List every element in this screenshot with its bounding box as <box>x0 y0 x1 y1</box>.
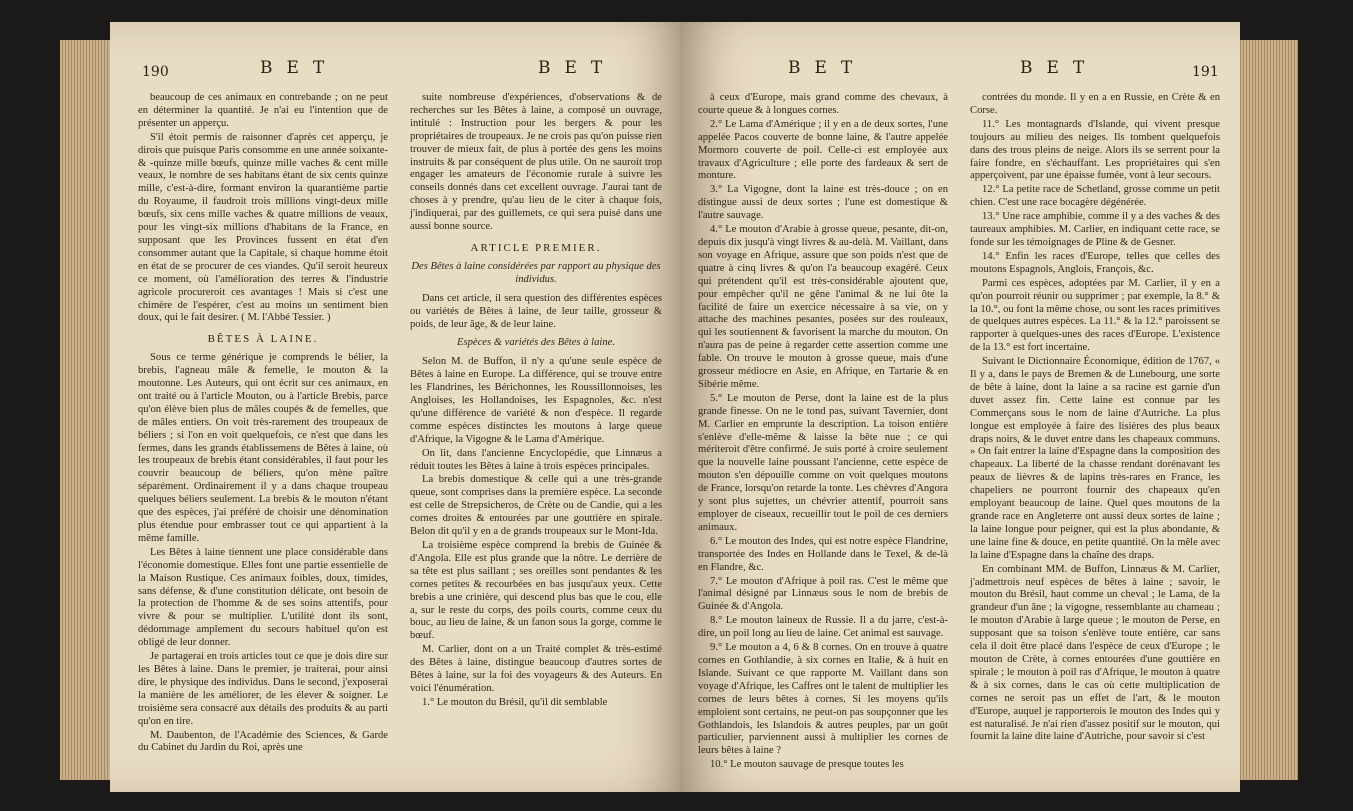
paragraph: 9.° Le mouton a 4, 6 & 8 cornes. On en trouve à quatre cornes en Gothlandie, à six cornes en Italie, & à huit en Islande. Suivant ce que rapporte M. Vaillant dans son voyage d'Afrique, les Caffres ont le talent de multiplier les cornes de leurs bêtes à cornes. Si les moyens qu'ils emploient sont certains, ne peut-on pas soupçonner que les Gothlandois, les Islandois & autres peuples, par un goût particulier, parviennent aussi à multiplier les cornes de leurs bêtes à laine ? <box>698 642 948 757</box>
paragraph: beaucoup de ces animaux en contrebande ; on ne peut en déterminer la quantité. Je n'ai eu l'intention que de présenter un apperçu. <box>138 92 388 129</box>
article-subtitle: Des Bêtes à laine considérées par rapport au physique des individus. <box>411 260 661 285</box>
running-head-right-2: BET <box>1020 58 1099 78</box>
paragraph: 14.° Enfin les races d'Europe, telles que celles des moutons Espagnols, Anglois, François, &c. <box>970 250 1220 275</box>
left-column-1 <box>138 92 388 756</box>
paragraph: 7.° Le mouton d'Afrique à poil ras. C'est le même que l'animal désigné par Linnæus sous le nom de brebis de Guinée & d'Angola. <box>698 575 948 613</box>
left-page-edges <box>60 40 112 780</box>
running-head-left-2: BET <box>538 58 617 78</box>
page-number-left: 190 <box>142 64 169 80</box>
paragraph: 13.° Une race amphibie, comme il y a des vaches & des taureaux amphibies. M. Carlier, en indiquant cette race, se fonde sur les témoignages de Pline & de Gesner. <box>970 211 1220 248</box>
right-page-edges <box>1238 40 1298 780</box>
paragraph: Je partagerai en trois articles tout ce que je dois dire sur les Bêtes à laine. Dans le premier, je traiterai, pour ainsi dire, le physique des individus. Dans le second, j'exposerai la manière de les améliorer, de les élever & soigner. Le troisième sera consacré aux détails des produits & au parti qu'on en tire. <box>138 651 388 727</box>
paragraph: La troisième espèce comprend la brebis de Guinée & d'Angola. Elle est plus grande que la nôtre. Le derrière de sa tête est plus saillant ; ses oreilles sont pendantes & les cornes petites & recourbées en bas jusqu'aux yeux. Cette brebis a une crinière, qui descend plus bas que le cou, elle a, sur le reste du corps, des poils courts, comme ceux du bouc, au lieu de laine, & un fanon sous la gorge, comme le bœuf. <box>410 540 662 642</box>
paragraph: à ceux d'Europe, mais grand comme des chevaux, à courte queue & à longues cornes. <box>698 92 948 116</box>
left-column-2 <box>410 92 662 711</box>
paragraph: contrées du monde. Il y en a en Russie, en Crète & en Corse. <box>970 92 1220 116</box>
paragraph: 5.° Le mouton de Perse, dont la laine est de la plus grande finesse. On ne le tond pas, suivant Tavernier, dont M. Carlier en emprunte la description. La toison entière s'enlève d'elle-même & laisse la bête nue ; ce qui mériteroit d'être confirmé. Je suis porté à croire seulement que la nouvelle laine poussant l'ancienne, cette espèce de mouton s'en dépouille comme on voit quelques moutons de France, lorsqu'on retarde la tonte. Les chèvres d'Angora y sont plus sujettes, un chévrier attentif, pourroit sans employer de ciseaux, recueillir tout le poil de ces derniers animaux. <box>698 392 948 533</box>
paragraph: Sous ce terme générique je comprends le bélier, la brebis, l'agneau mâle & femelle, le mouton & la moutonne. Les Auteurs, qui ont écrit sur ces animaux, en ont traité ou à l'article Mouton, ou à l'article Brebis, parce qu'on élève bien plus de mâles coupés & de femelles, que de mâles entiers. On voit très-rarement des troupeaux de béliers ; si l'on en voit quelquefois, ce n'est que dans les fermes, dans les grands établissemens de Bêtes à laine, où les troupeaux de brebis étant considérables, il faut pour les couvrir beaucoup de béliers, qu'on mène paître séparément. Ordinairement il y a dans chaque troupeau quelques béliers seulement. La brebis & le mouton n'étant que des espèces, j'ai préféré de choisir une dénomination plus étendue pour embrasser tout ce qui appartient à la même famille. <box>138 352 388 544</box>
paragraph: M. Carlier, dont on a un Traité complet & très-estimé des Bêtes à laine, distingue beaucoup d'autres sortes de Bêtes à laine, sur la foi des voyageurs & des Auteurs. En voici l'énumération. <box>410 644 662 694</box>
paragraph: Parmi ces espèces, adoptées par M. Carlier, il y en a qu'on pourroit réunir ou supprimer ; par exemple, la 8.° & la 10.°, ou font la même chose, ou sont les races primitives de quelques autres espèces. La 11.° & la 12.° paroissent se rapporter à quelques-unes des races d'Europe. L'existence de la 13.° est fort incertaine. <box>970 277 1220 354</box>
page-number-right: 191 <box>1192 64 1219 80</box>
paragraph: 4.° Le mouton d'Arabie à grosse queue, pesante, dit-on, depuis dix jusqu'à vingt livres & au-delà. M. Vaillant, dans son voyage en Afrique, assure que son poids n'est que de quatre à cinq livres & qu'on l'a beaucoup exagéré. Ceux qui prétendent qu'il est très-considérable ajoutent que, pour empêcher qu'il ne gêne l'animal & ne lui ôte la facilité de faire un exercice nécessaire à sa vie, on y attache des machines pesantes, posées sur des rouleaux, qui les soutiennent & favorisent la marche du mouton. On n'aura pas de peine à regarder cette assertion comme une fable. On trouve le mouton à grosse queue, mais d'une grosseur médiocre en Asie, en Afrique, en Tartarie & en Sibérie même. <box>698 224 948 390</box>
paragraph: S'il étoit permis de raisonner d'après cet apperçu, je dirois que puisque Paris consomme en une année soixante-& -quinze mille bœufs, quinze mille vaches & cent mille veaux, le nombre de ses habitans étant de six cents quinze mille, c'est-à-dire, formant environ la quarantième partie du Royaume, il faudroit trois millions vingt-deux mille bœufs, six cens mille vaches & quatre millions de veaux, pour les vingt-six millions d'habitans de la France, en supposant que les Provinces fussent en état d'en consommer autant que la Capitale, si chaque homme étoit en état de se procurer de ces viandes. Qu'il seroit heureux ce moment, où l'amélioration des terres & l'industrie agricole procureroit ces avantages ! Mais si c'est une chimère de l'espérer, c'est au moins un sentiment bien doux, qui le fait desirer. ( M. l'Abbé Tessier. ) <box>138 131 388 324</box>
right-page <box>680 22 1240 792</box>
right-column-2 <box>970 92 1220 745</box>
paragraph: Dans cet article, il sera question des différentes espèces ou variétés de Bêtes à laine, de leur taille, grosseur & poids, de leur âge, & de leur laine. <box>410 292 662 330</box>
subsection-heading: Espèces & variétés des Bêtes à laine. <box>457 337 615 349</box>
paragraph: 2.° Le Lama d'Amérique ; il y en a de deux sortes, l'une appelée Pacos couverte de bonne laine, & l'autre appelée Mormoro couverte de poil. Celle-ci est employée aux travaux d'Agriculture ; elle porte des fardeaux & sert de monture. <box>698 118 948 182</box>
paragraph: 12.° La petite race de Schetland, grosse comme un petit chien. C'est une race bocagère dégénérée. <box>970 184 1220 209</box>
left-page <box>110 22 686 792</box>
paragraph: 1.° Le mouton du Brésil, qu'il dit semblable <box>422 696 608 708</box>
paragraph: Selon M. de Buffon, il n'y a qu'une seule espèce de Bêtes à laine en Europe. La différence, qui se trouve entre les Flandrines, les Bérichonnes, les Roussillonnoises, les Angloises, les Hollandoises, les Espagnoles, &c. n'est qu'une différence de variété & non d'espèce. Il regarde comme espèces distinctes les moutons à large queue d'Afrique, la Vigogne & le Lama d'Amérique. <box>410 356 662 445</box>
paragraph: La brebis domestique & celle qui a une très-grande queue, sont comprises dans la première espèce. La seconde est celle de Strepsicheros, de Crète ou de Candie, qui a les cornes droites & entourées par une gouttière en spirale. Belon dit qu'il y en a de grands troupeaux sur le Mont-Ida. <box>410 474 662 538</box>
paragraph: 11.° Les montagnards d'Islande, qui vivent presque toujours au milieu des neiges. Ils tombent quelquefois dans des trous pleins de neige. Alors ils se serrent pour la faire fondre, en s'échauffant. Les propriétaires qui s'en apperçoivent, par une épaisse fumée, vont à leur secours. <box>970 118 1220 182</box>
paragraph: 10.° Le mouton sauvage de presque toutes les <box>710 759 904 771</box>
paragraph: suite nombreuse d'expériences, d'observations & de recherches sur les Bêtes à laine, a composé un ouvrage, intitulé : Instruction pour les bergers & pour les propriétaires de troupeaux. Je ne crois pas qu'on puisse rien trouver de mieux fait, de plus à portée des gens les moins instruits & par conséquent de plus utile. On ne sauroit trop engager les amateurs de l'économie rurale à suivre les conseils donnés dans cet excellent ouvrage. J'aurai tant de choses à y prendre, qu'au lieu de le citer à chaque fois, j'indiquerai, par des guillemets, ce qui sera puisé dans une aussi bonne source. <box>410 92 662 233</box>
running-head-right-1: BET <box>788 58 867 78</box>
paragraph: On lit, dans l'ancienne Encyclopédie, que Linnæus a réduit toutes les Bêtes à laine à trois espèces principales. <box>410 447 662 472</box>
paragraph: M. Daubenton, de l'Académie des Sciences, & Garde du Cabinet du Jardin du Roi, après une <box>138 729 388 754</box>
paragraph: Suivant le Dictionnaire Économique, édition de 1767, « Il y a, dans le pays de Bremen & de Lunebourg, une sorte de bête à laine, dont la laine a sa racine est garnie d'un duvet assez fin. Cette laine est connue par les Commerçans sous le nom de laine d'Autriche. La plus longue est employée à faire des lisières des plus beaux draps noirs, & le duvet entre dans les chapeaux communs. » On fait entrer la laine d'Espagne dans la composition des chapeaux. La liberté de la chasse rendant dorénavant les peaux de lièvres & de lapins très-rares en France, les chapeliers ne pourront fournir des chapeaux qu'en employant beaucoup de laine. Quel ques moutons de la grande race en Angleterre ont aussi deux sortes de laine ; la laine longue pour peigner, qui est la plus abondante, & une laine fine & douce, en petite quantité. On la mêle avec la laine d'Espagne dans la chaîne des draps. <box>970 356 1220 561</box>
article-heading: ARTICLE PREMIER. <box>470 241 602 254</box>
paragraph: Les Bêtes à laine tiennent une place considérable dans l'économie domestique. Elles font une partie essentielle de la Maison Rustique. Ces animaux foibles, doux, timides, sans défense, & d'une constitution délicate, ont besoin de la protection de l'homme & de ses soins attentifs, pour vivre & pour se multiplier. L'utilité dont ils sont, dédommage amplement du secours habituel qu'on est obligé de leur donner. <box>138 546 388 649</box>
paragraph: 3.° La Vigogne, dont la laine est très-douce ; on en distingue aussi de deux sortes ; l'une est domestique & l'autre sauvage. <box>698 184 948 222</box>
paragraph: 6.° Le mouton des Indes, qui est notre espèce Flandrine, transportée des Indes en Hollande dans le Texel, & de-là en Flandre, &c. <box>698 535 948 573</box>
paragraph: 8.° Le mouton laineux de Russie. Il a du jarre, c'est-à-dire, un poil long au lieu de laine. Cet animal est sauvage. <box>698 615 948 640</box>
section-heading: BÊTES À LAINE. <box>207 333 319 346</box>
paragraph: En combinant MM. de Buffon, Linnæus & M. Carlier, j'admettrois neuf espèces de bêtes à laine ; savoir, le mouton du Brésil, haut comme un cheval ; le Lama, de la grandeur d'un âne ; la vigogne, ressemblante au chameau ; le mouton d'Arabie à large queue ; le mouton de Perse, en supposant que sa toison s'enlève toute entière, car sans cela il doit être placé dans l'espèce de ceux d'Europe ; le mouton de Crète, à cornes entourées d'une gouttière en spirale ; le mouton à poil ras d'Afrique, le mouton à quatre & à six cornes, dans le cas où cette multiplication de cornes ne seroit pas un effet de l'art, & le mouton d'Europe, auquel je rapporterois le mouton des Indes qui y est naturalisé. Je n'ai rien d'assez positif sur le mouton, qui fournit la laine dite laine d'Autriche, pour savoir si c'est <box>970 563 1220 743</box>
right-column-1 <box>698 92 948 773</box>
running-head-left-1: BET <box>260 58 339 78</box>
